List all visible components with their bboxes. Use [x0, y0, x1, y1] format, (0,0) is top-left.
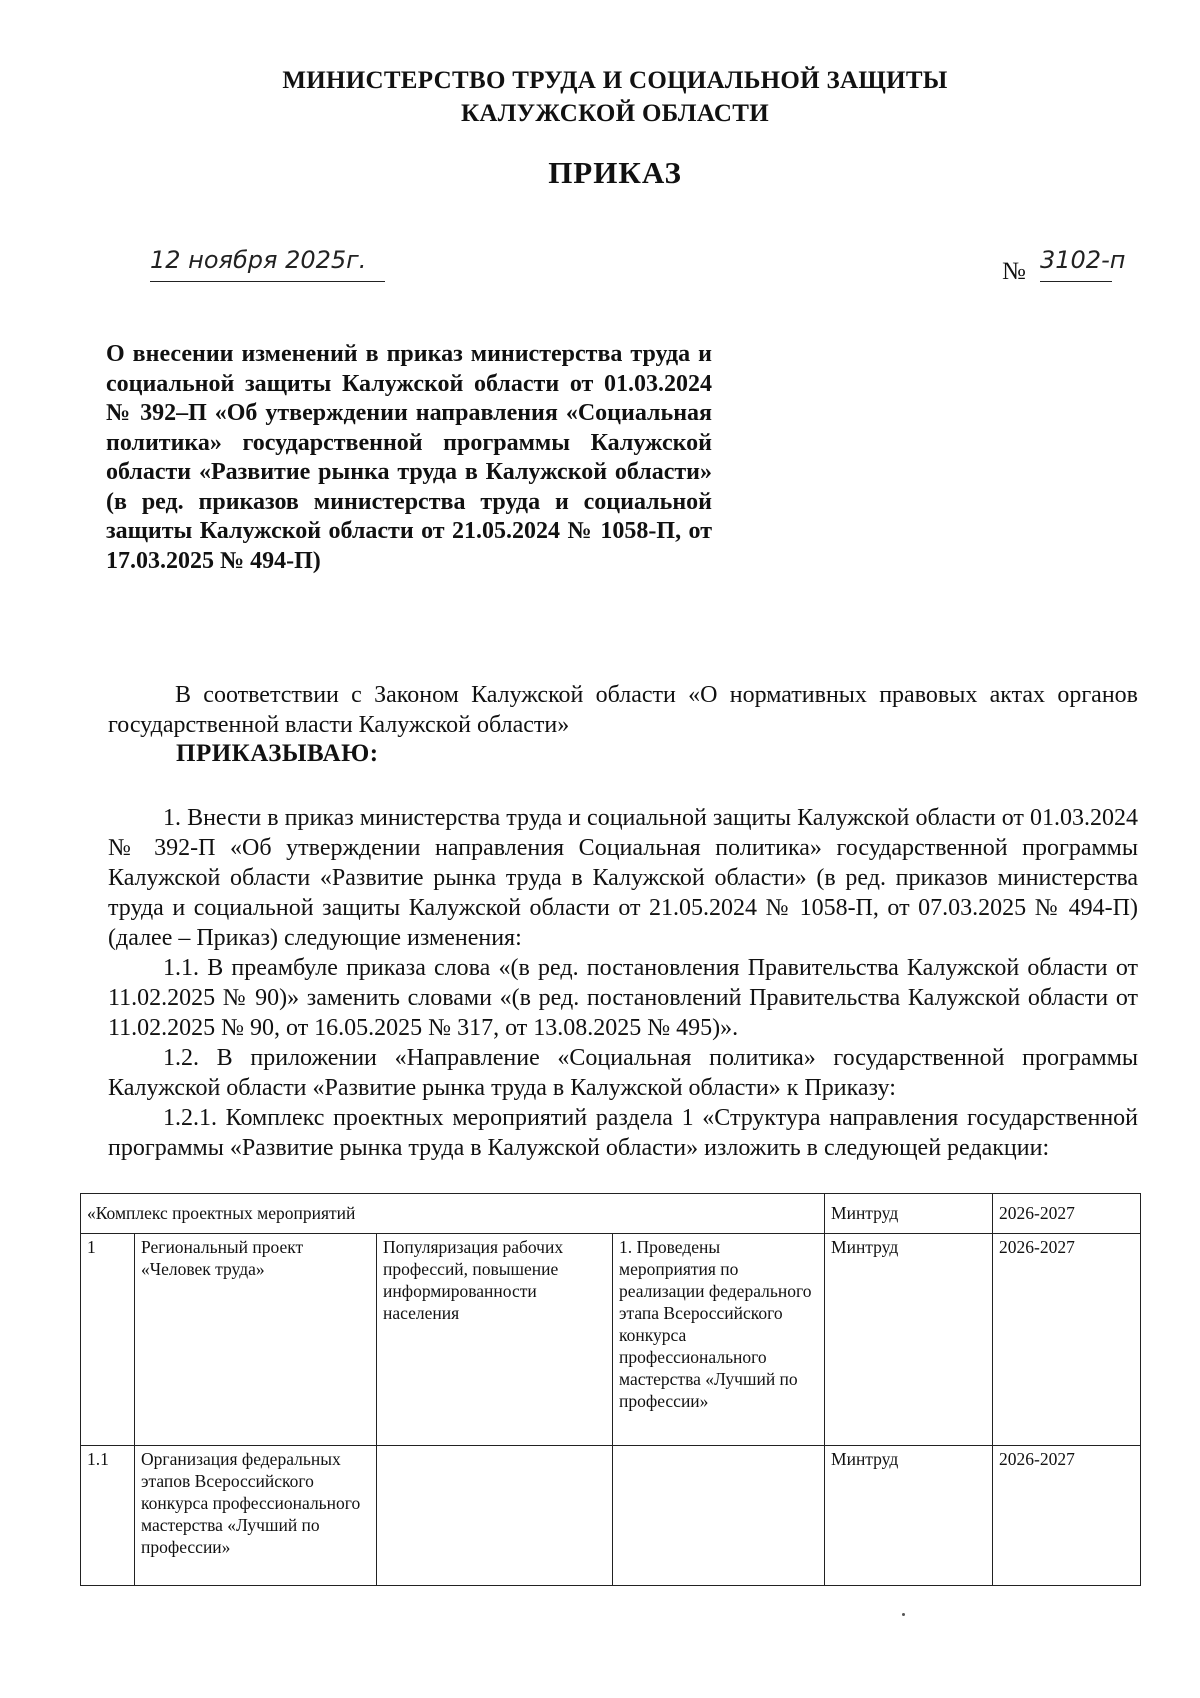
table-row [81, 1446, 1141, 1586]
paragraph-1: 1. Внести в приказ министерства труда и социальной защиты Калужской области от 01.03.2024 № 392-П «Об утверждении направления Социальная политика» государственной программы Калужской области «Развитие рынка труда в Калужской области» (в ред. приказов министерства труда и социальной защиты Калужской области от 21.05.2024 № 1058-П, от 07.03.2025 № 494-П) (далее – Приказ) следующие изменения: [108, 805, 1138, 951]
row-name-cell: Региональный проект «Человек труда» [135, 1234, 377, 1446]
paragraph-1-2: 1.2. В приложении «Направление «Социальная политика» государственной программы Калужской области «Развитие рынка труда в Калужской области» к Приказу: [108, 1045, 1138, 1101]
row-period-cell: 2026-2027 [993, 1446, 1141, 1586]
table-row [81, 1234, 1141, 1446]
row-number-cell: 1 [81, 1234, 135, 1446]
row-period-cell: 2026-2027 [993, 1234, 1141, 1446]
row-responsible-cell: Минтруд [825, 1446, 993, 1586]
row-goal-cell: Популяризация рабочих профессий, повышение информированности населения [377, 1234, 613, 1446]
row-name-cell: Организация федеральных этапов Всероссийского конкурса профессионального мастерства «Лучший по профессии» [135, 1446, 377, 1586]
document-subject: О внесении изменений в приказ министерства труда и социальной защиты Калужской области от 01.03.2024 № 392–П «Об утверждении направления «Социальная политика» государственной программы Калужской области «Развитие рынка труда в Калужской области» (в ред. приказов министерства труда и социальной защиты Калужской области от 21.05.2024 № 1058-П, от 17.03.2025 № 494-П) [106, 341, 712, 574]
header-period-cell: 2026-2027 [993, 1194, 1141, 1234]
row-result-cell [613, 1446, 825, 1586]
header-responsible-cell: Минтруд [825, 1194, 993, 1234]
order-word: ПРИКАЗЫВАЮ: [176, 740, 379, 767]
number-underline [1040, 281, 1112, 282]
org-line-2: КАЛУЖСКОЙ ОБЛАСТИ [460, 100, 770, 127]
date-underline [150, 281, 385, 282]
paragraph-1-1: 1.1. В преамбуле приказа слова «(в ред. постановления Правительства Калужской области от 11.02.2025 № 90)» заменить словами «(в ред. постановлений Правительства Калужской области от 11.02.2025 № 90, от 16.05.2025 № 317, от 13.08.2025 № 495)». [108, 955, 1138, 1041]
paragraph-1-2-1: 1.2.1. Комплекс проектных мероприятий раздела 1 «Структура направления государственной программы «Развитие рынка труда в Калужской области» изложить в следующей редакции: [108, 1105, 1138, 1161]
handwritten-number: 3102-п [1040, 246, 1126, 274]
preamble-paragraph: В соответствии с Законом Калужской области «О нормативных правовых актах органов государственной власти Калужской области» [108, 682, 1138, 738]
row-goal-cell [377, 1446, 613, 1586]
row-responsible-cell: Минтруд [825, 1234, 993, 1446]
handwritten-date: 12 ноября 2025г. [150, 246, 367, 274]
row-result-cell: 1. Проведены мероприятия по реализации федерального этапа Всероссийского конкурса профессионального мастерства «Лучший по профессии» [613, 1234, 825, 1446]
organization-heading [0, 64, 1200, 130]
org-line-1: МИНИСТЕРСТВО ТРУДА И СОЦИАЛЬНОЙ ЗАЩИТЫ [282, 67, 948, 94]
row-number-cell: 1.1 [81, 1446, 135, 1586]
document-type: ПРИКАЗ [548, 155, 682, 190]
number-label: № [1002, 258, 1026, 285]
table-title-cell: «Комплекс проектных мероприятий [81, 1194, 825, 1234]
scan-speck [902, 1613, 905, 1616]
project-measures-table [80, 1193, 1141, 1586]
table-header-row [81, 1194, 1141, 1234]
